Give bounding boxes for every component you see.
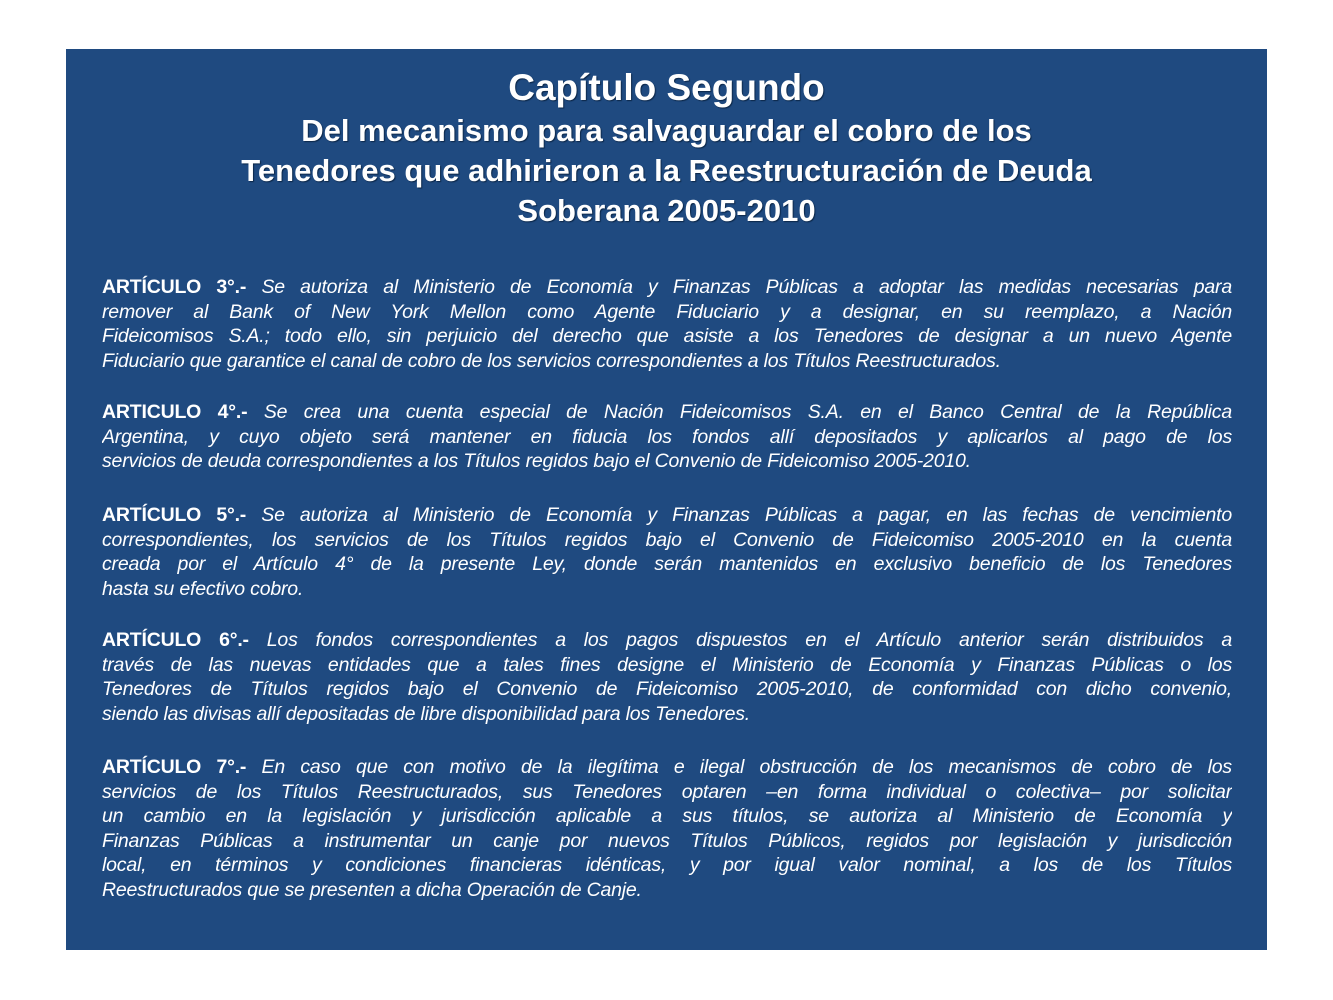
article-text: servicios de deuda correspondientes a los Títulos regidos bajo el Convenio de Fideicomiso 2005-2010. bbox=[102, 450, 971, 472]
article-text: Se crea una cuenta especial de Nación Fideicomisos S.A. en el Banco Central de la República bbox=[247, 401, 1232, 423]
article-text: un cambio en la legislación y jurisdicción aplicable a sus títulos, se autoriza al Ministerio de Economía y bbox=[102, 805, 1232, 827]
article-line bbox=[102, 829, 1232, 854]
article-line bbox=[102, 577, 1232, 602]
article-line bbox=[102, 755, 1232, 780]
article-label: ARTÍCULO 6°.- bbox=[102, 629, 249, 651]
article-text: servicios de los Títulos Reestructurados, sus Tenedores optaren –en forma individual o colectiva– por solicitar bbox=[102, 780, 1232, 803]
article-line bbox=[102, 702, 1232, 727]
article-line bbox=[102, 400, 1232, 425]
article-line bbox=[102, 503, 1232, 528]
article-line bbox=[102, 878, 1232, 903]
article-line bbox=[102, 552, 1232, 577]
subtitle-line: Soberana 2005-2010 bbox=[517, 193, 816, 228]
article-3 bbox=[102, 275, 1232, 373]
article-7 bbox=[102, 755, 1232, 902]
article-text: local, en términos y condiciones financieras idénticas, y por igual valor nominal, a los de los Títulos bbox=[102, 854, 1232, 876]
article-text: Fiduciario que garantice el canal de cobro de los servicios correspondientes a los Títulos Reestructurados. bbox=[102, 349, 1001, 372]
article-text: Tenedores de Títulos regidos bajo el Convenio de Fideicomiso 2005-2010, de conformidad con dicho convenio, bbox=[102, 678, 1232, 700]
article-text: remover al Bank of New York Mellon como Agente Fiduciario y a designar, en su reemplazo, a Nación bbox=[102, 300, 1232, 323]
article-text: En caso que con motivo de la ilegítima e ilegal obstrucción de los mecanismos de cobro de los bbox=[246, 756, 1232, 778]
article-line bbox=[102, 853, 1232, 878]
article-line bbox=[102, 528, 1232, 553]
article-line bbox=[102, 677, 1232, 702]
article-text: través de las nuevas entidades que a tales fines designe el Ministerio de Economía y Finanzas Públicas o los bbox=[102, 653, 1232, 676]
article-text: Los fondos correspondientes a los pagos dispuestos en el Artículo anterior serán distribuidos a bbox=[248, 629, 1232, 651]
slide bbox=[66, 49, 1267, 950]
article-text: hasta su efectivo cobro. bbox=[102, 577, 304, 600]
article-label: ARTÍCULO 7°.- bbox=[102, 756, 247, 778]
article-label: ARTÍCULO 3°.- bbox=[102, 276, 247, 298]
subtitle-line: Del mecanismo para salvaguardar el cobro de los bbox=[301, 113, 1032, 148]
article-text: Reestructurados que se presenten a dicha Operación de Canje. bbox=[102, 878, 642, 901]
article-5 bbox=[102, 503, 1232, 601]
article-line bbox=[102, 780, 1232, 805]
article-line bbox=[102, 804, 1232, 829]
article-text: creada por el Artículo 4° de la presente Ley, donde serán mantenidos en exclusivo beneficio de los Tenedores bbox=[102, 553, 1232, 575]
chapter-subtitle bbox=[66, 111, 1267, 231]
article-line bbox=[102, 300, 1232, 325]
article-6 bbox=[102, 628, 1232, 726]
article-line bbox=[102, 449, 1232, 474]
article-4 bbox=[102, 400, 1232, 474]
article-label: ARTÍCULO 5°.- bbox=[102, 504, 247, 526]
article-text: Se autoriza al Ministerio de Economía y Finanzas Públicas a adoptar las medidas necesarias para bbox=[246, 276, 1232, 298]
article-line bbox=[102, 275, 1232, 300]
article-text: Argentina, y cuyo objeto será mantener en fiducia los fondos allí depositados y aplicarlos al pago de los bbox=[102, 425, 1232, 448]
chapter-title: Capítulo Segundo bbox=[508, 67, 825, 108]
article-text: Se autoriza al Ministerio de Economía y Finanzas Públicas a pagar, en las fechas de vencimiento bbox=[246, 504, 1232, 526]
article-line bbox=[102, 324, 1232, 349]
article-line bbox=[102, 628, 1232, 653]
article-line bbox=[102, 653, 1232, 678]
article-line bbox=[102, 425, 1232, 450]
article-text: Fideicomisos S.A.; todo ello, sin perjuicio del derecho que asiste a los Tenedores de designar a un nuevo Agente bbox=[102, 325, 1232, 347]
article-label: ARTICULO 4°.- bbox=[102, 401, 248, 423]
subtitle-line: Tenedores que adhirieron a la Reestructuración de Deuda bbox=[241, 153, 1092, 188]
article-text: correspondientes, los servicios de los Títulos regidos bajo el Convenio de Fideicomiso 2005-2010 en la cuenta bbox=[102, 528, 1232, 551]
article-text: Finanzas Públicas a instrumentar un canje por nuevos Títulos Públicos, regidos por legislación y jurisdicción bbox=[102, 829, 1232, 852]
article-text: siendo las divisas allí depositadas de libre disponibilidad para los Tenedores. bbox=[102, 702, 750, 725]
article-line bbox=[102, 349, 1232, 374]
